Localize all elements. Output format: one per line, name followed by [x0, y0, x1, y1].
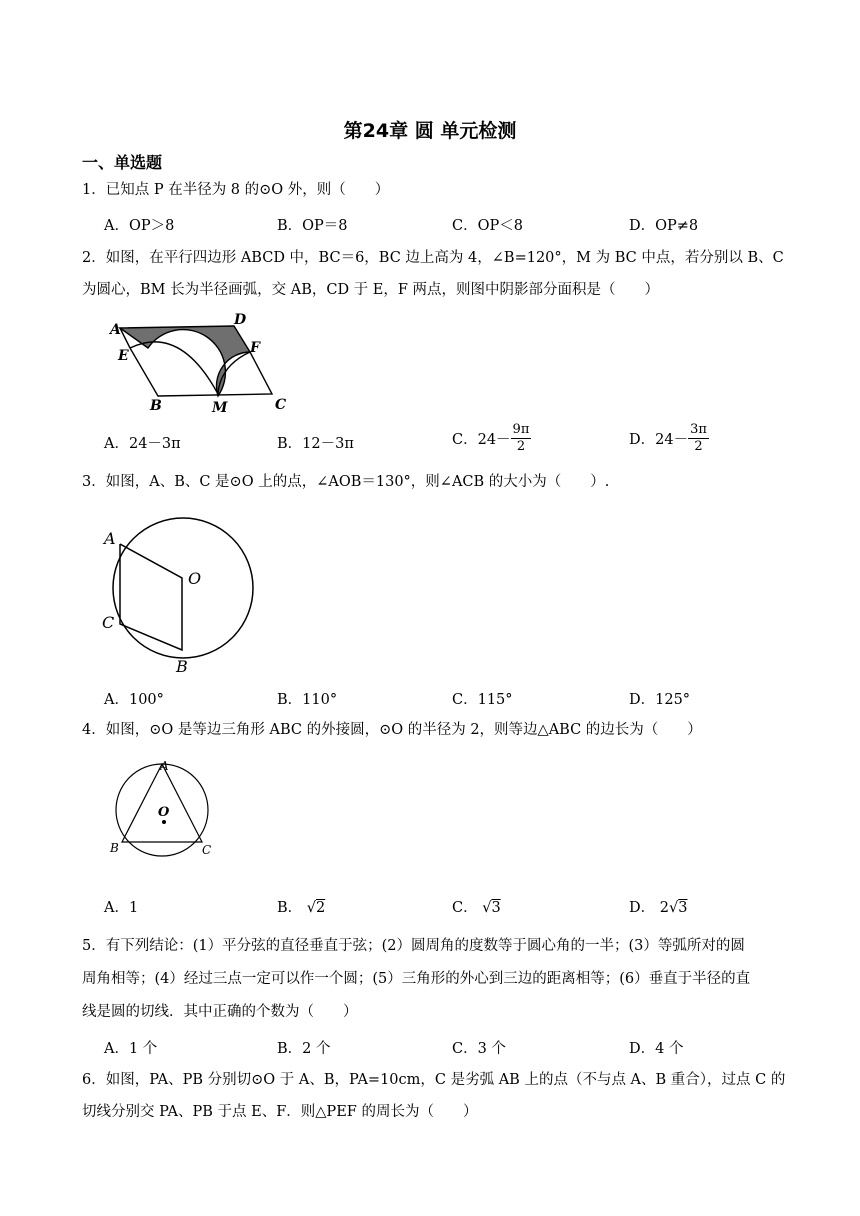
label-a: A: [110, 322, 121, 338]
quad-acbo: [120, 544, 182, 650]
question-2-options: [104, 422, 824, 456]
label-c: C: [275, 397, 287, 413]
circle-o: [113, 518, 253, 658]
label-a: A: [160, 759, 169, 773]
option-a: A．OP＞8: [104, 218, 175, 234]
parallelogram-figure: [100, 310, 300, 420]
question-4-options: [104, 896, 824, 920]
question-1-stem: 1．已知点 P 在半径为 8 的⊙O 外，则（ ）: [82, 182, 390, 198]
option-c: C． √3: [452, 900, 501, 916]
question-5-stem-line1: 5．有下列结论：(1）平分弦的直径垂直于弦；(2）圆周角的度数等于圆心角的一半；(3）等弧所对的圆: [82, 938, 745, 954]
option-c: C．24－ $\frac{9\pi}{2}$: [452, 422, 530, 454]
label-b: B: [110, 841, 119, 855]
option-d: D．24－ $\frac{3\pi}{2}$: [629, 422, 707, 454]
label-b: B: [150, 398, 162, 414]
label-o: O: [188, 569, 202, 588]
question-1-options: [104, 214, 824, 238]
option-b: B．12－3π: [277, 436, 354, 452]
label-b: B: [176, 657, 188, 676]
circle-aob-figure: [98, 502, 268, 680]
question-4-stem: 4．如图，⊙O 是等边三角形 ABC 的外接圆，⊙O 的半径为 2，则等边△ABC 的边长为（ ）: [82, 722, 702, 738]
triangle-circle-figure: [106, 756, 222, 866]
label-e: E: [118, 348, 129, 364]
question-6-stem-line1: 6．如图，PA、PB 分别切⊙O 于 A、B，PA=10cm，C 是劣弧 AB 上的点（不与点 A、B 重合），过点 C 的: [82, 1072, 786, 1088]
shaded-region: [120, 326, 250, 396]
option-d: D． 2√3: [629, 900, 688, 916]
option-b: B．OP＝8: [277, 218, 348, 234]
question-3-stem: 3．如图，A、B、C 是⊙O 上的点，∠AOB＝130°，则∠ACB 的大小为（ ）.: [82, 474, 610, 490]
option-d: D．OP≠8: [629, 218, 699, 234]
page-title: 第24章 圆 单元检测: [343, 120, 517, 142]
option-b: B． √2: [277, 900, 326, 916]
triangle-abc: [122, 764, 202, 842]
option-c: C．OP＜8: [452, 218, 523, 234]
option-c: C．3 个: [452, 1041, 506, 1057]
label-m: M: [212, 400, 228, 416]
question-5-stem-line3: 线是圆的切线．其中正确的个数为（ ）: [82, 1004, 358, 1020]
option-c: C．115°: [452, 692, 513, 708]
option-a: A．24－3π: [104, 436, 181, 452]
label-f: F: [250, 340, 260, 356]
label-d: D: [234, 312, 247, 328]
option-b: B．2 个: [277, 1041, 331, 1057]
option-a: A．1: [104, 900, 139, 916]
center-dot: [162, 820, 166, 824]
label-c: C: [102, 613, 115, 632]
option-a: A．100°: [104, 692, 164, 708]
question-2-stem-line2: 为圆心，BM 长为半径画弧，交 AB，CD 于 E，F 两点，则图中阴影部分面积是（ ）: [82, 282, 660, 298]
label-o: O: [158, 805, 170, 820]
label-a: A: [104, 529, 116, 548]
arc-from-b: [130, 342, 218, 394]
question-5-stem-line2: 周角相等；(4）经过三点一定可以作一个圆；(5）三角形的外心到三边的距离相等；(6）垂直于半径的直: [82, 971, 751, 987]
label-c: C: [202, 843, 212, 857]
question-3-options: [104, 688, 824, 712]
question-2-stem-line1: 2．如图，在平行四边形 ABCD 中，BC＝6，BC 边上高为 4，∠B=120°，M 为 BC 中点，若分别以 B、C: [82, 250, 784, 266]
section-heading: 一、单选题: [82, 153, 163, 172]
option-b: B．110°: [277, 692, 338, 708]
option-d: D．125°: [629, 692, 691, 708]
question-6-stem-line2: 切线分别交 PA、PB 于点 E、F．则△PEF 的周长为（ ）: [82, 1104, 478, 1120]
question-5-options: [104, 1037, 824, 1061]
option-d: D．4 个: [629, 1041, 684, 1057]
option-a: A．1 个: [104, 1041, 158, 1057]
